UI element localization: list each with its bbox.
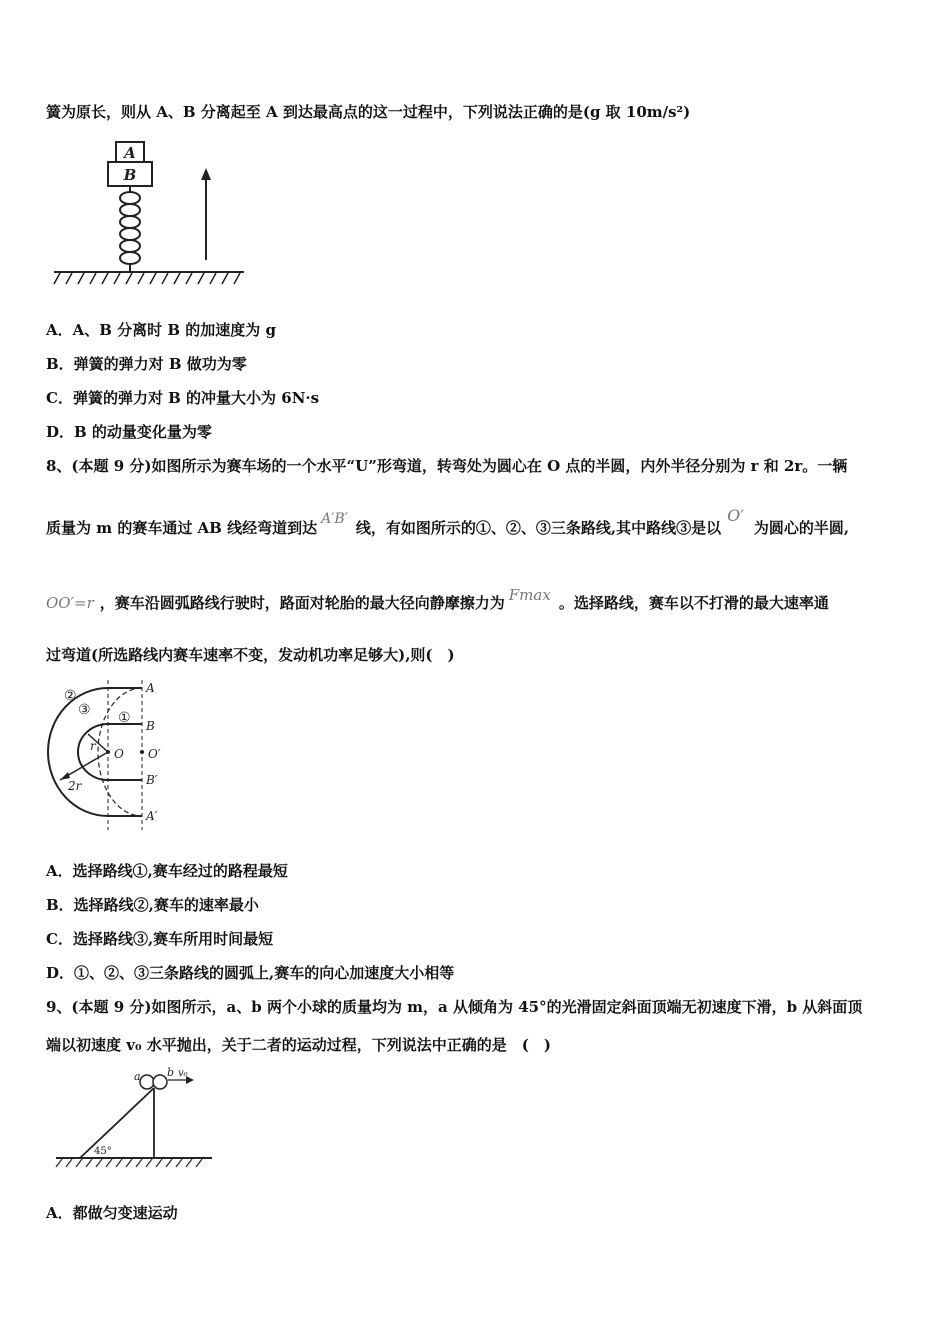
svg-text:a: a bbox=[134, 1070, 141, 1083]
q9-option-a: A．都做匀变速运动 bbox=[46, 1204, 178, 1222]
svg-text:r: r bbox=[90, 739, 96, 753]
svg-text:②: ② bbox=[64, 688, 77, 704]
q8-line3-b: 。选择路线，赛车以不打滑的最大速率通 bbox=[558, 594, 829, 612]
svg-text:A′: A′ bbox=[146, 809, 158, 823]
svg-text:v₀: v₀ bbox=[178, 1068, 188, 1079]
q8-line3 bbox=[46, 586, 829, 613]
q7-stem-tail: 簧为原长，则从 A、B 分离起至 A 到达最高点的这一过程中，下列说法正确的是(g 取 10m/s²) bbox=[46, 103, 691, 121]
block-a-label: A bbox=[124, 144, 136, 162]
q9-line1: 9、(本题 9 分)如图所示，a、b 两个小球的质量均为 m，a 从倾角为 45°的光滑固定斜面顶端无初速度下滑，b 从斜面顶 bbox=[46, 998, 863, 1016]
q9-figure bbox=[50, 1066, 220, 1170]
q8-line2 bbox=[46, 506, 850, 539]
q8-line2-b: 线，有如图所示的①、②、③三条路线,其中路线③是以 bbox=[355, 519, 722, 537]
q8-line2-c: 为圆心的半圆, bbox=[753, 519, 850, 537]
svg-text:2r: 2r bbox=[68, 779, 82, 793]
q8-line1: 8、(本题 9 分)如图所示为赛车场的一个水平“U”形弯道，转弯处为圆心在 O 点的半圆，内外半径分别为 r 和 2r。一辆 bbox=[46, 457, 848, 475]
q7-option-a: A．A、B 分离时 B 的加速度为 g bbox=[46, 321, 277, 339]
q8-option-c: C．选择路线③,赛车所用时间最短 bbox=[46, 930, 274, 948]
svg-text:B′: B′ bbox=[146, 773, 158, 787]
q7-option-b: B．弹簧的弹力对 B 做功为零 bbox=[46, 355, 247, 373]
q7-option-c: C．弹簧的弹力对 B 的冲量大小为 6N·s bbox=[46, 389, 320, 407]
svg-text:O: O bbox=[114, 747, 124, 761]
q8-figure bbox=[46, 676, 186, 834]
q8-line2-a: 质量为 m 的赛车通过 AB 线经弯道到达 bbox=[46, 519, 318, 537]
svg-text:③: ③ bbox=[78, 702, 91, 718]
svg-text:O′: O′ bbox=[148, 747, 161, 761]
q8-line4: 过弯道(所选路线内赛车速率不变，发动机功率足够大),则( ) bbox=[46, 646, 455, 664]
q8-option-a: A．选择路线①,赛车经过的路程最短 bbox=[46, 862, 288, 880]
q8-line3-a: ，赛车沿圆弧路线行驶时，路面对轮胎的最大径向静摩擦力为 bbox=[99, 594, 505, 612]
q9-line2: 端以初速度 v₀ 水平抛出，关于二者的运动过程，下列说法中正确的是 ( ) bbox=[46, 1036, 551, 1054]
q8-line3-math-oo: OO′=r bbox=[46, 594, 94, 612]
q8-option-d: D．①、②、③三条路线的圆弧上,赛车的向心加速度大小相等 bbox=[46, 964, 455, 982]
block-b-label: B bbox=[123, 166, 137, 184]
spring bbox=[120, 186, 140, 272]
svg-text:b: b bbox=[167, 1066, 175, 1079]
svg-text:45°: 45° bbox=[94, 1146, 112, 1157]
q8-line3-math-fmax: Fmax bbox=[508, 586, 551, 604]
q7-figure bbox=[46, 132, 256, 292]
q7-option-d: D．B 的动量变化量为零 bbox=[46, 423, 212, 441]
q8-line2-math-o: O′ bbox=[727, 506, 744, 525]
q8-line2-math-ab: A′B′ bbox=[321, 511, 348, 527]
svg-text:A: A bbox=[146, 681, 155, 695]
q8-option-b: B．选择路线②,赛车的速率最小 bbox=[46, 896, 259, 914]
svg-text:①: ① bbox=[118, 710, 131, 726]
svg-text:B: B bbox=[146, 719, 155, 733]
